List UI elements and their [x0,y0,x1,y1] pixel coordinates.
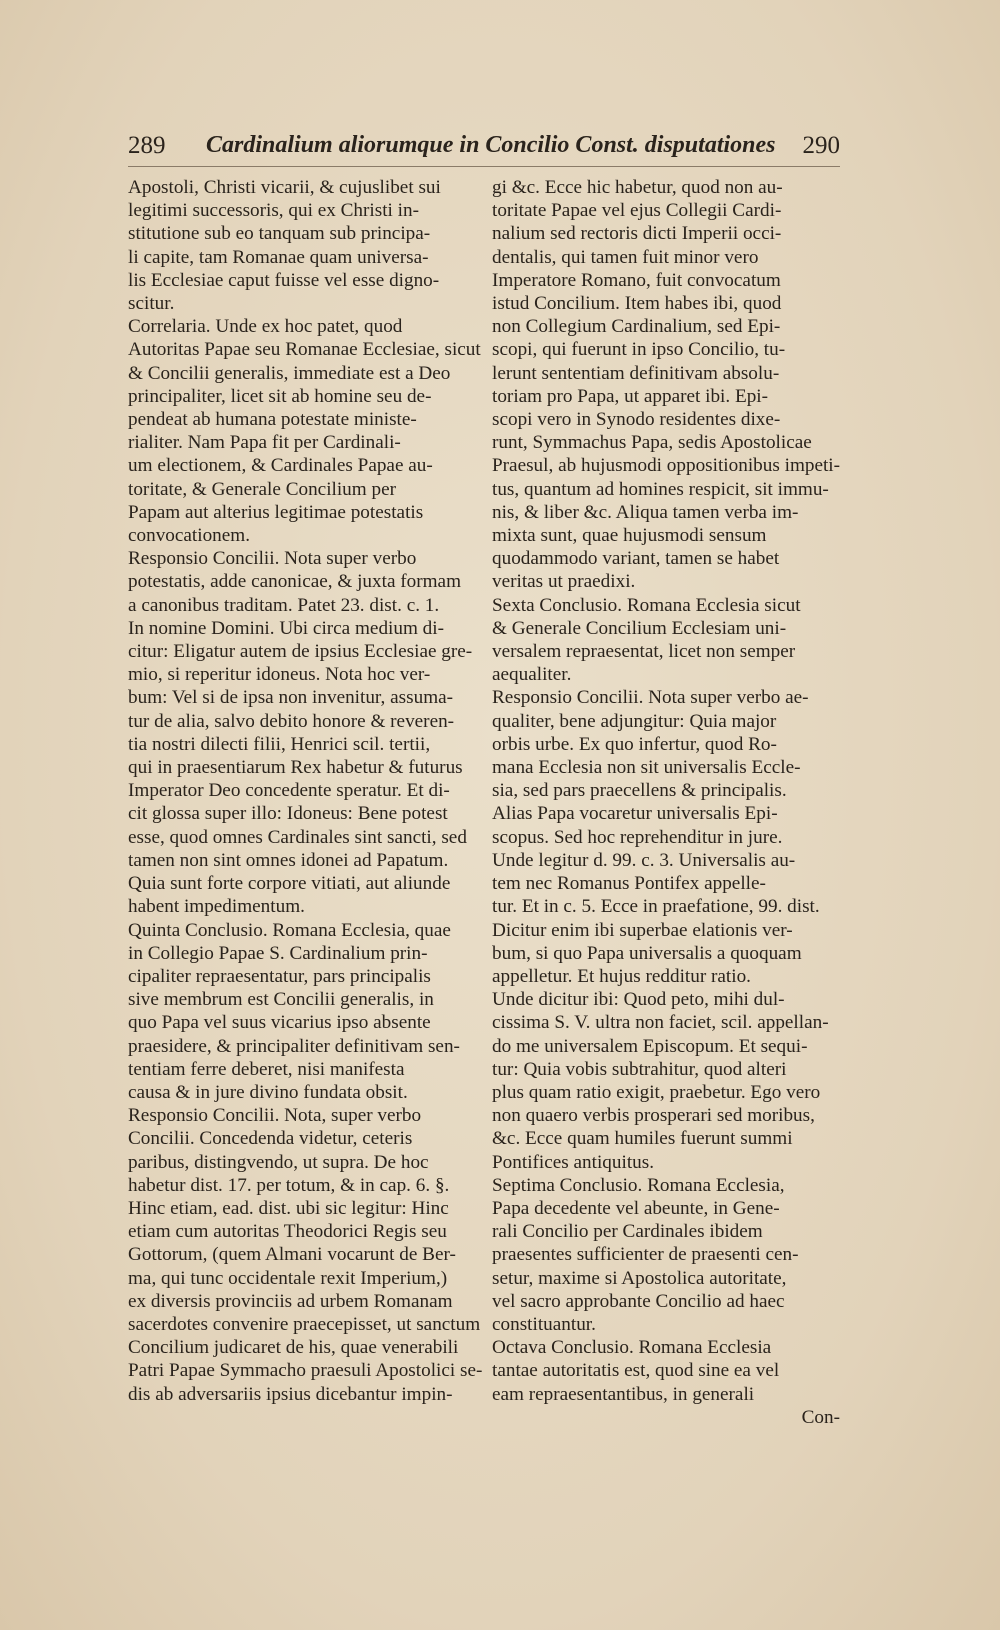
text-line: Alias Papa vocaretur universalis Epi- [492,803,778,825]
text-line: praesidere, & principaliter definitivam sen- [128,1035,460,1057]
text-line: vel sacro approbante Concilio ad haec [492,1290,785,1312]
text-line: Unde dicitur ibi: Quod peto, mihi dul- [492,989,785,1011]
text-line: cissima S. V. ultra non faciet, scil. appellan- [492,1012,829,1034]
text-line: lis Ecclesiae caput fuisse vel esse digno- [128,269,440,291]
text-line: Unde legitur d. 99. c. 3. Universalis au- [492,849,796,871]
text-line: convocationem. [128,525,251,547]
text-line: qui in praesentiarum Rex habetur & futurus [128,757,463,779]
text-line: esse, quod omnes Cardinales sint sancti, sed [128,826,467,848]
text-line: tur. Et in c. 5. Ecce in praefatione, 99. dist. [492,896,820,918]
text-line: Praesul, ab hujusmodi oppositionibus impeti- [492,455,841,477]
text-line: Gottorum, (quem Almani vocarunt de Ber- [128,1244,456,1266]
text-line: stitutione sub eo tanquam sub principa- [128,223,431,245]
text-line: toritate Papae vel ejus Collegii Cardi- [492,200,782,222]
text-line: constituantur. [492,1313,596,1335]
text-line: ma, qui tunc occidentale rexit Imperium,) [128,1267,448,1289]
text-line: &c. Ecce quam humiles fuerunt summi [492,1128,793,1150]
text-line: tamen non sint omnes idonei ad Papatum. [128,849,449,871]
catchword: Con- [801,1406,840,1428]
text-line: cipaliter repraesentatur, pars principalis [128,965,431,987]
text-line: & Concilii generalis, immediate est a Deo [128,362,451,384]
text-line: Papam aut alterius legitimae potestatis [128,501,424,523]
text-line: um electionem, & Cardinales Papae au- [128,455,433,477]
text-line: tur de alia, salvo debito honore & reveren- [128,710,455,732]
text-line: li capite, tam Romanae quam universa- [128,246,429,268]
text-line: citur: Eligatur autem de ipsius Ecclesiae gre- [128,641,473,663]
text-line: Dicitur enim ibi superbae elationis ver- [492,919,793,941]
text-line: Hinc etiam, ead. dist. ubi sic legitur: Hinc [128,1197,449,1219]
text-line: veritas ut praedixi. [492,571,636,593]
text-line: tantae autoritatis est, quod sine ea vel [492,1360,780,1382]
text-line: sacerdotes convenire praecepisset, ut sanctum [128,1313,481,1335]
text-line: ex diversis provinciis ad urbem Romanam [128,1290,453,1312]
text-line: cit glossa super illo: Idoneus: Bene potest [128,803,448,825]
text-line: bum: Vel si de ipsa non invenitur, assuma- [128,687,454,709]
text-line: quodammodo variant, tamen se habet [492,548,780,570]
text-line: mana Ecclesia non sit universalis Eccle- [492,757,801,779]
text-line: tus, quantum ad homines respicit, sit immu- [492,478,829,500]
text-line: Sexta Conclusio. Romana Ecclesia sicut [492,594,801,616]
text-line: Patri Papae Symmacho praesuli Apostolici se- [128,1360,483,1382]
text-line: Responsio Concilii. Nota, super verbo [128,1105,422,1127]
text-line: Quia sunt forte corpore vitiati, aut aliunde [128,873,451,895]
right-column [492,176,840,1429]
text-line: scopus. Sed hoc reprehenditur in jure. [492,826,783,848]
text-line: Concilii. Concedenda videtur, ceteris [128,1128,413,1150]
text-line: non quaero verbis prosperari sed moribus, [492,1105,815,1127]
text-line: Responsio Concilii. Nota super verbo ae- [492,687,809,709]
text-line: Apostoli, Christi vicarii, & cujuslibet sui [128,177,441,198]
text-line: Quinta Conclusio. Romana Ecclesia, quae [128,919,451,941]
text-line: qualiter, bene adjungitur: Quia major [492,710,777,732]
text-line: scitur. [128,293,175,315]
text-line: habetur dist. 17. per totum, & in cap. 6. §. [128,1174,450,1196]
text-line: non Collegium Cardinalium, sed Epi- [492,316,781,338]
text-line: lerunt sententiam definitivam absolu- [492,362,780,384]
text-line: tem nec Romanus Pontifex appelle- [492,873,766,895]
text-line: versalem repraesentat, licet non semper [492,641,796,663]
text-line: habent impedimentum. [128,896,305,918]
text-line: potestatis, adde canonicae, & juxta formam [128,571,461,593]
text-line: pendeat ab humana potestate ministe- [128,409,417,431]
text-line: plus quam ratio exigit, praebetur. Ego vero [492,1081,821,1103]
text-line: principaliter, licet sit ab homine seu de- [128,385,432,407]
text-line: runt, Symmachus Papa, sedis Apostolicae [492,432,812,454]
text-line: legitimi successoris, qui ex Christi in- [128,200,419,222]
text-line: tur: Quia vobis subtrahitur, quod alteri [492,1058,787,1080]
text-line: toriam pro Papa, ut apparet ibi. Epi- [492,385,769,407]
text-line: istud Concilium. Item habes ibi, quod [492,293,782,315]
text-line: dentalis, qui tamen fuit minor vero [492,246,759,268]
text-line: Correlaria. Unde ex hoc patet, quod [128,316,403,338]
text-line: Papa decedente vel abeunte, in Gene- [492,1197,780,1219]
text-line: Concilium judicaret de his, quae venerabili [128,1337,459,1359]
text-line: setur, maxime si Apostolica autoritate, [492,1267,787,1289]
text-line: tentiam ferre deberet, nisi manifesta [128,1058,405,1080]
text-line: mixta sunt, quae hujusmodi sensum [492,525,767,547]
text-line: mio, si reperitur idoneus. Nota hoc ver- [128,664,431,686]
text-line: tia nostri dilecti filii, Henrici scil. tertii, [128,733,431,755]
text-line: paribus, distingvendo, ut supra. De hoc [128,1151,429,1173]
left-column [128,176,483,1406]
running-title: Cardinalium aliorumque in Concilio Const. disputationes [206,132,776,158]
text-line: sive membrum est Concilii generalis, in [128,989,434,1011]
text-line: bum, si quo Papa universalis a quoquam [492,942,802,964]
text-line: nalium sed rectoris dicti Imperii occi- [492,223,782,245]
text-line: Octava Conclusio. Romana Ecclesia [492,1337,772,1359]
text-line: Imperator Deo concedente speratur. Et di- [128,780,450,802]
text-line: nis, & liber &c. Aliqua tamen verba im- [492,501,799,523]
text-line: in Collegio Papae S. Cardinalium prin- [128,942,428,964]
text-line: scopi, qui fuerunt in ipso Concilio, tu- [492,339,786,361]
text-line: toritate, & Generale Concilium per [128,478,396,500]
text-line: appelletur. Et hujus redditur ratio. [492,965,751,987]
page-number-left: 289 [128,132,166,159]
text-line: etiam cum autoritas Theodorici Regis seu [128,1221,447,1243]
text-line: Pontifices antiquitus. [492,1151,655,1173]
text-line: rialiter. Nam Papa fit per Cardinali- [128,432,401,454]
text-line: eam repraesentantibus, in generali [492,1383,755,1405]
page-number-right: 290 [802,132,840,159]
text-line: & Generale Concilium Ecclesiam uni- [492,617,787,639]
text-line: rali Concilio per Cardinales ibidem [492,1221,763,1243]
text-line: aequaliter. [492,664,572,686]
text-line: gi &c. Ecce hic habetur, quod non au- [492,177,783,198]
text-line: Septima Conclusio. Romana Ecclesia, [492,1174,785,1196]
text-line: a canonibus traditam. Patet 23. dist. c. 1. [128,594,440,616]
text-line: praesentes sufficienter de praesenti cen- [492,1244,799,1266]
text-line: Imperatore Romano, fuit convocatum [492,269,781,291]
text-line: scopi vero in Synodo residentes dixe- [492,409,781,431]
text-line: dis ab adversariis ipsius dicebantur impin- [128,1383,453,1405]
text-line: sia, sed pars praecellens & principalis. [492,780,787,802]
text-line: causa & in jure divino fundata obsit. [128,1081,408,1103]
header-rule [128,166,840,167]
text-line: Responsio Concilii. Nota super verbo [128,548,417,570]
text-line: quo Papa vel suus vicarius ipso absente [128,1012,431,1034]
text-line: do me universalem Episcopum. Et sequi- [492,1035,808,1057]
text-line: Autoritas Papae seu Romanae Ecclesiae, sicut [128,339,481,361]
text-line: In nomine Domini. Ubi circa medium di- [128,617,444,639]
text-line: orbis urbe. Ex quo infertur, quod Ro- [492,733,777,755]
page-header [128,128,840,166]
